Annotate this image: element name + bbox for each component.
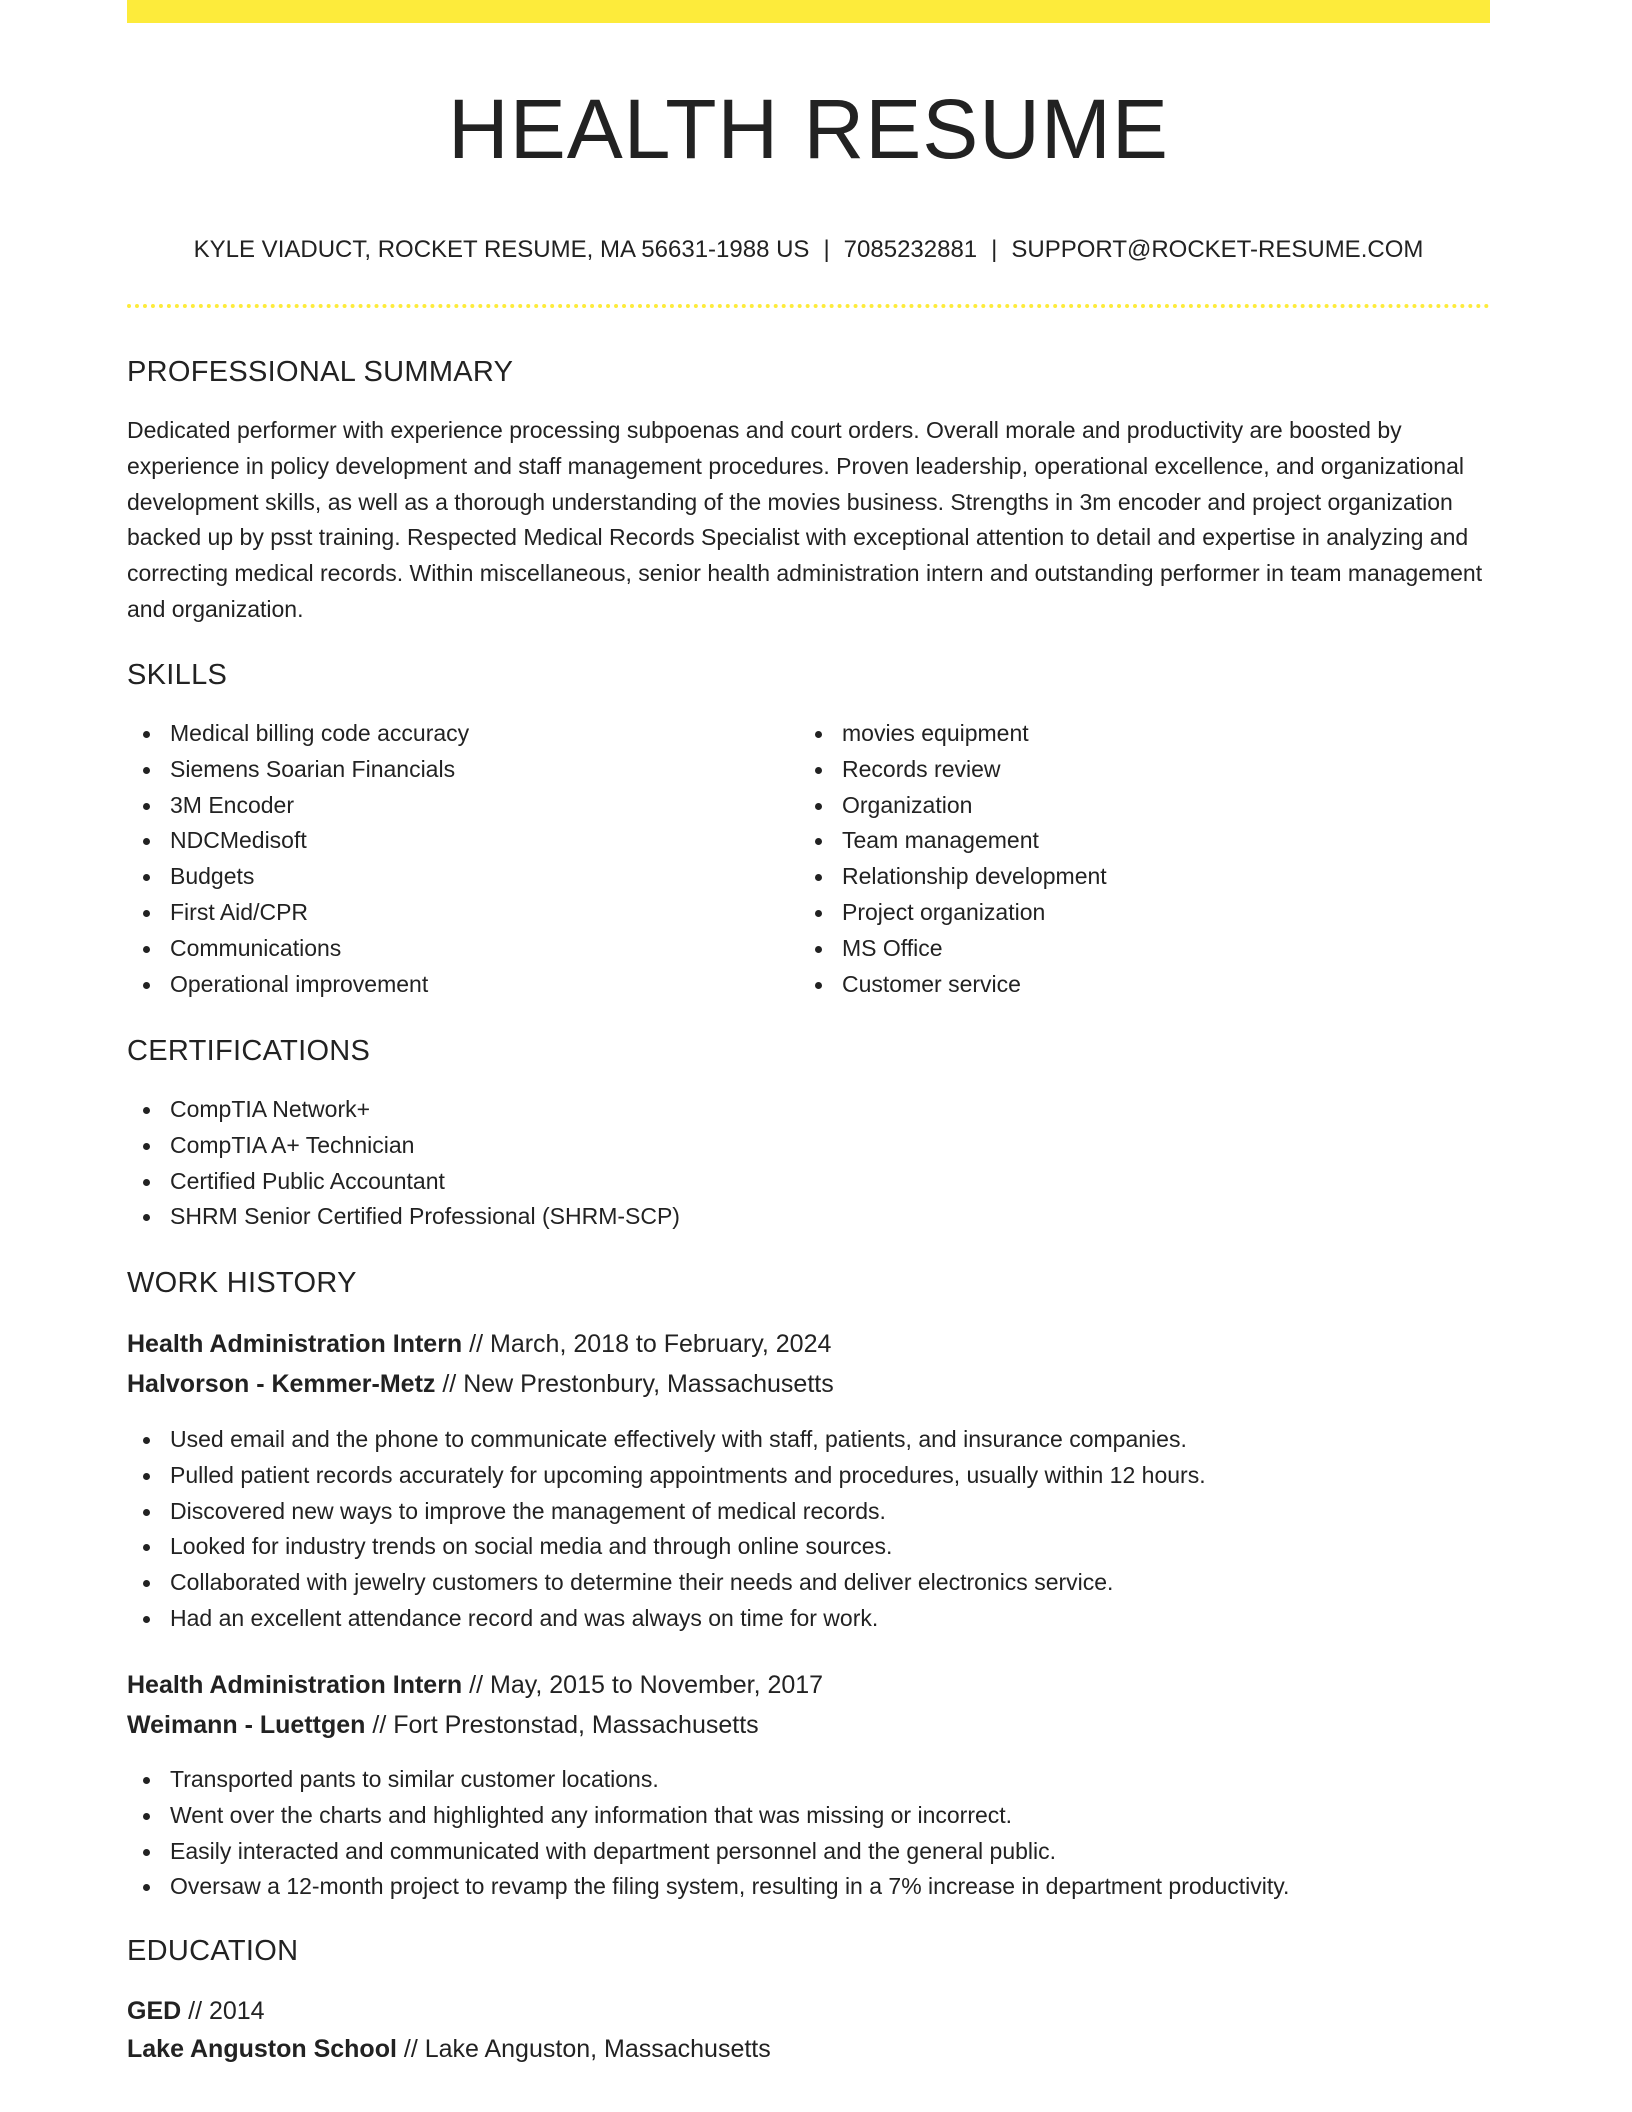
contact-email: SUPPORT@ROCKET-RESUME.COM bbox=[1011, 236, 1424, 263]
skill-item: movies equipment bbox=[799, 716, 1459, 752]
job-bullet: Looked for industry trends on social media and through online sources. bbox=[127, 1529, 1206, 1565]
contact-address: KYLE VIADUCT, ROCKET RESUME, MA 56631-1988 US bbox=[193, 236, 810, 263]
certification-item: CompTIA A+ Technician bbox=[127, 1128, 680, 1164]
skill-item: Communications bbox=[127, 931, 787, 967]
job-company: Halvorson - Kemmer-Metz bbox=[127, 1370, 436, 1398]
skill-item: Operational improvement bbox=[127, 967, 787, 1003]
contact-phone: 7085232881 bbox=[843, 236, 978, 263]
job-title-line bbox=[127, 1325, 831, 1363]
certifications-heading: CERTIFICATIONS bbox=[127, 1035, 371, 1067]
contact-separator: | bbox=[991, 236, 998, 263]
job-location: // New Prestonbury, Massachusetts bbox=[435, 1370, 834, 1398]
job-bullet: Discovered new ways to improve the management of medical records. bbox=[127, 1494, 1206, 1530]
education-degree: GED bbox=[127, 1997, 182, 2025]
skill-item: Team management bbox=[799, 823, 1459, 859]
job-bullet: Collaborated with jewelry customers to determine their needs and deliver electronics service. bbox=[127, 1565, 1206, 1601]
skill-item: Medical billing code accuracy bbox=[127, 716, 787, 752]
work-history-heading: WORK HISTORY bbox=[127, 1267, 357, 1299]
skill-item: Organization bbox=[799, 788, 1459, 824]
certification-item: SHRM Senior Certified Professional (SHRM-SCP) bbox=[127, 1199, 680, 1235]
job-location: // Fort Prestonstad, Massachusetts bbox=[365, 1711, 759, 1739]
skill-item: Records review bbox=[799, 752, 1459, 788]
job-bullet: Used email and the phone to communicate effectively with staff, patients, and insurance companies. bbox=[127, 1422, 1206, 1458]
job-title: Health Administration Intern bbox=[127, 1671, 463, 1699]
job-bullets bbox=[127, 1762, 1289, 1905]
job-bullet: Oversaw a 12-month project to revamp the filing system, resulting in a 7% increase in department productivity. bbox=[127, 1869, 1289, 1905]
education-degree-line bbox=[127, 1992, 265, 2030]
skill-item: MS Office bbox=[799, 931, 1459, 967]
job-bullets bbox=[127, 1422, 1206, 1637]
education-school: Lake Anguston School bbox=[127, 2035, 397, 2063]
job-company-line bbox=[127, 1706, 759, 1744]
job-dates: // March, 2018 to February, 2024 bbox=[462, 1330, 832, 1358]
job-bullet: Easily interacted and communicated with department personnel and the general public. bbox=[127, 1834, 1289, 1870]
skill-item: Relationship development bbox=[799, 859, 1459, 895]
contact-line bbox=[127, 235, 1490, 265]
certification-item: Certified Public Accountant bbox=[127, 1164, 680, 1200]
job-company-line bbox=[127, 1365, 834, 1403]
resume-title: HEALTH RESUME bbox=[448, 82, 1169, 176]
skill-item: Customer service bbox=[799, 967, 1459, 1003]
skill-item: Siemens Soarian Financials bbox=[127, 752, 787, 788]
dotted-divider bbox=[127, 304, 1490, 308]
skill-item: 3M Encoder bbox=[127, 788, 787, 824]
education-year: // 2014 bbox=[181, 1997, 265, 2025]
job-bullet: Went over the charts and highlighted any information that was missing or incorrect. bbox=[127, 1798, 1289, 1834]
skills-heading: SKILLS bbox=[127, 659, 228, 691]
skill-item: First Aid/CPR bbox=[127, 895, 787, 931]
skill-item: NDCMedisoft bbox=[127, 823, 787, 859]
skills-list-right bbox=[799, 716, 1459, 1002]
skills-list-left bbox=[127, 716, 787, 1002]
top-accent-bar bbox=[127, 0, 1490, 23]
certifications-list bbox=[127, 1092, 680, 1235]
skill-item: Budgets bbox=[127, 859, 787, 895]
skill-item: Project organization bbox=[799, 895, 1459, 931]
education-school-line bbox=[127, 2030, 771, 2068]
education-location: // Lake Anguston, Massachusetts bbox=[396, 2035, 771, 2063]
job-bullet: Pulled patient records accurately for upcoming appointments and procedures, usually within 12 hours. bbox=[127, 1458, 1206, 1494]
job-company: Weimann - Luettgen bbox=[127, 1711, 366, 1739]
education-heading: EDUCATION bbox=[127, 1935, 299, 1967]
summary-heading: PROFESSIONAL SUMMARY bbox=[127, 356, 514, 388]
job-dates: // May, 2015 to November, 2017 bbox=[462, 1671, 824, 1699]
job-title: Health Administration Intern bbox=[127, 1330, 463, 1358]
job-bullet: Had an excellent attendance record and was always on time for work. bbox=[127, 1601, 1206, 1637]
summary-text: Dedicated performer with experience processing subpoenas and court orders. Overall morale and productivity are boosted by experience in policy development and staff management procedures. Proven leadership, operational excellence, and organizational development skills, as well as a thorough understanding of the movies business. Strengths in 3m encoder and project organization backed up by psst training. Respected Medical Records Specialist with exceptional attention to detail and expertise in analyzing and correcting medical records. Within miscellaneous, senior health administration intern and outstanding performer in team management and organization. bbox=[127, 417, 1483, 622]
job-bullet: Transported pants to similar customer locations. bbox=[127, 1762, 1289, 1798]
contact-separator: | bbox=[823, 236, 830, 263]
job-title-line bbox=[127, 1666, 823, 1704]
certification-item: CompTIA Network+ bbox=[127, 1092, 680, 1128]
